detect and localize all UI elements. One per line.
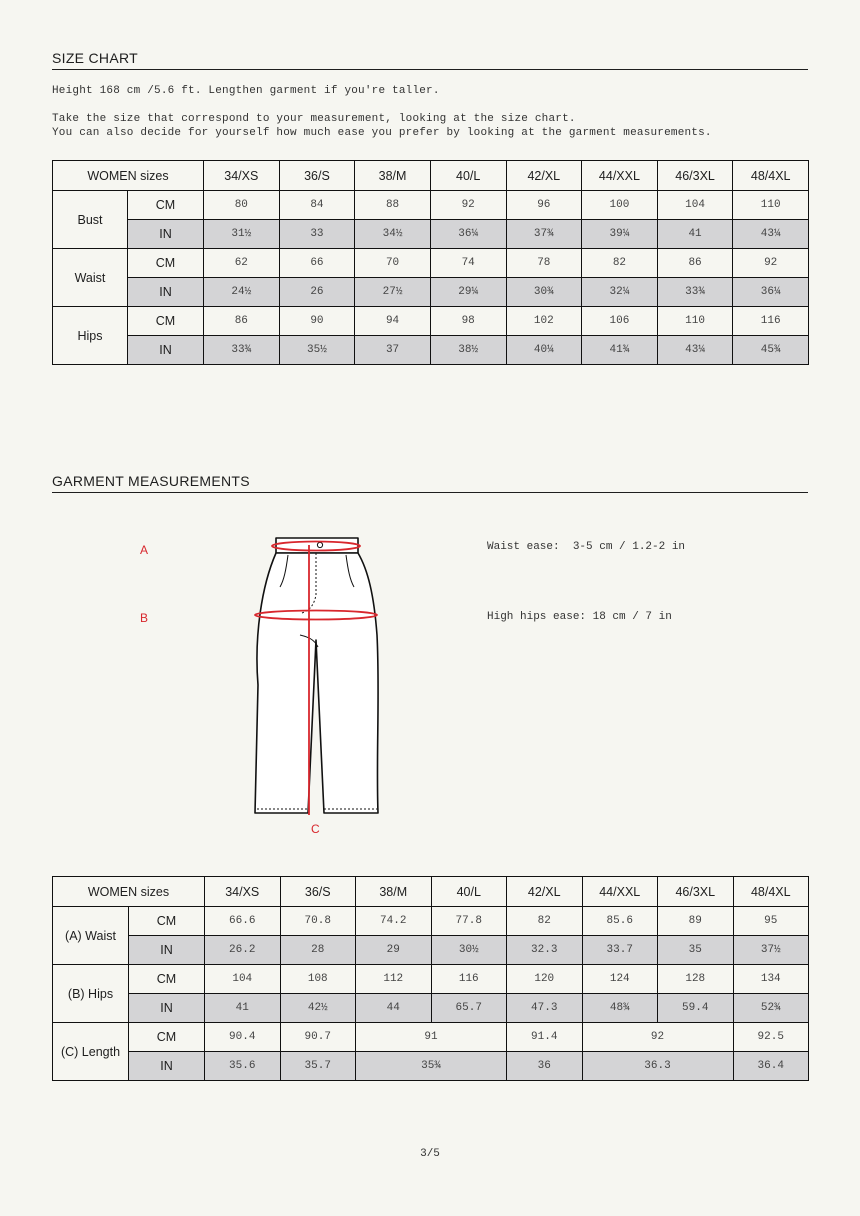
- in-label: IN: [129, 936, 205, 965]
- waist-in-cell: 36¼: [733, 278, 809, 307]
- garment-waist-cm-cell: 70.8: [280, 907, 356, 936]
- garment-hips-cm-cell: 134: [733, 965, 809, 994]
- bust-in-cell: 33: [279, 220, 355, 249]
- waist-cm-cell: 82: [582, 249, 658, 278]
- hips-cm-cell: 106: [582, 307, 658, 336]
- height-note: Height 168 cm /5.6 ft. Lengthen garment if you're taller.: [52, 85, 440, 97]
- garment-waist-in-cell: 29: [356, 936, 432, 965]
- page-number: 3/5: [420, 1148, 440, 1160]
- size-col: 38/M: [356, 877, 432, 907]
- waist-cm-cell: 74: [430, 249, 506, 278]
- size-col: 36/S: [280, 877, 356, 907]
- hips-label: Hips: [53, 307, 128, 365]
- bust-cm-cell: 110: [733, 191, 809, 220]
- waist-ease-note: Waist ease: 3-5 cm / 1.2-2 in: [487, 541, 686, 553]
- garment-hips-in-cell: 47.3: [507, 994, 583, 1023]
- hips-cm-cell: 98: [430, 307, 506, 336]
- bust-cm-cell: 96: [506, 191, 582, 220]
- garment-waist-cm-cell: 82: [507, 907, 583, 936]
- garment-length-cm-cell: 90.4: [205, 1023, 281, 1052]
- measure-label-b: B: [140, 611, 149, 625]
- garment-hips-cm-cell: 112: [356, 965, 432, 994]
- hips-in-cell: 33¾: [204, 336, 280, 365]
- bust-in-cell: 37¾: [506, 220, 582, 249]
- bust-cm-cell: 104: [657, 191, 733, 220]
- bust-label: Bust: [53, 191, 128, 249]
- garment-length-cm-cell: 91: [356, 1023, 507, 1052]
- hips-cm-cell: 102: [506, 307, 582, 336]
- garment-waist-in-cell: 26.2: [205, 936, 281, 965]
- waist-cm-cell: 70: [355, 249, 431, 278]
- garment-waist-in-cell: 30½: [431, 936, 507, 965]
- measure-label-c: C: [311, 822, 320, 836]
- hips-in-cell: 37: [355, 336, 431, 365]
- trousers-illustration: [240, 525, 400, 825]
- garment-waist-in-cell: 35: [658, 936, 734, 965]
- garment-hips-in-cell: 52¾: [733, 994, 809, 1023]
- bust-in-cell: 31½: [204, 220, 280, 249]
- garment-waist-cm-cell: 85.6: [582, 907, 658, 936]
- garment-length-cm-cell: 90.7: [280, 1023, 356, 1052]
- size-col: 42/XL: [507, 877, 583, 907]
- ease-instruction: You can also decide for yourself how much ease you prefer by looking at the garment measurements.: [52, 127, 712, 139]
- garment-hips-label: (B) Hips: [53, 965, 129, 1023]
- hips-cm-cell: 110: [657, 307, 733, 336]
- bust-cm-cell: 84: [279, 191, 355, 220]
- waist-label: Waist: [53, 249, 128, 307]
- garment-waist-cm-cell: 77.8: [431, 907, 507, 936]
- garment-hips-cm-cell: 124: [582, 965, 658, 994]
- bust-in-cell: 36¼: [430, 220, 506, 249]
- hips-in-cell: 43¼: [657, 336, 733, 365]
- garment-hips-in-cell: 48¾: [582, 994, 658, 1023]
- garment-hips-in-cell: 41: [205, 994, 281, 1023]
- hips-in-cell: 35½: [279, 336, 355, 365]
- garment-hips-cm-cell: 128: [658, 965, 734, 994]
- waist-in-cell: 26: [279, 278, 355, 307]
- size-col: 46/3XL: [657, 161, 733, 191]
- garment-measurements-title: GARMENT MEASUREMENTS: [52, 473, 808, 493]
- waist-cm-cell: 62: [204, 249, 280, 278]
- in-label: IN: [128, 220, 204, 249]
- hips-ease-note: High hips ease: 18 cm / 7 in: [487, 611, 672, 623]
- waist-cm-cell: 92: [733, 249, 809, 278]
- cm-label: CM: [129, 1023, 205, 1052]
- hips-in-cell: 40¼: [506, 336, 582, 365]
- hips-in-cell: 45¾: [733, 336, 809, 365]
- size-col: 48/4XL: [733, 161, 809, 191]
- size-col: 34/XS: [204, 161, 280, 191]
- measure-label-a: A: [140, 543, 149, 557]
- size-col: 40/L: [431, 877, 507, 907]
- bust-in-cell: 41: [657, 220, 733, 249]
- garment-waist-cm-cell: 95: [733, 907, 809, 936]
- bust-in-cell: 34½: [355, 220, 431, 249]
- hips-cm-cell: 86: [204, 307, 280, 336]
- garment-length-in-cell: 36: [507, 1052, 583, 1081]
- hips-in-cell: 38½: [430, 336, 506, 365]
- hips-cm-cell: 116: [733, 307, 809, 336]
- cm-label: CM: [129, 907, 205, 936]
- cm-label: CM: [128, 307, 204, 336]
- size-col: 44/XXL: [582, 877, 658, 907]
- garment-hips-in-cell: 65.7: [431, 994, 507, 1023]
- garment-hips-cm-cell: 104: [205, 965, 281, 994]
- garment-hips-cm-cell: 120: [507, 965, 583, 994]
- garment-waist-cm-cell: 74.2: [356, 907, 432, 936]
- garment-length-in-cell: 35¾: [356, 1052, 507, 1081]
- garment-waist-in-cell: 28: [280, 936, 356, 965]
- waist-in-cell: 29¼: [430, 278, 506, 307]
- hips-cm-cell: 90: [279, 307, 355, 336]
- size-header: WOMEN sizes: [53, 877, 205, 907]
- waist-cm-cell: 66: [279, 249, 355, 278]
- size-instruction: Take the size that correspond to your measurement, looking at the size chart.: [52, 113, 576, 125]
- size-col: 34/XS: [205, 877, 281, 907]
- garment-length-cm-cell: 92.5: [733, 1023, 809, 1052]
- in-label: IN: [129, 994, 205, 1023]
- waist-in-cell: 30¾: [506, 278, 582, 307]
- garment-length-in-cell: 36.3: [582, 1052, 733, 1081]
- in-label: IN: [129, 1052, 205, 1081]
- bust-cm-cell: 88: [355, 191, 431, 220]
- in-label: IN: [128, 336, 204, 365]
- hips-cm-cell: 94: [355, 307, 431, 336]
- bust-cm-cell: 100: [582, 191, 658, 220]
- garment-waist-cm-cell: 89: [658, 907, 734, 936]
- size-col: 42/XL: [506, 161, 582, 191]
- size-col: 46/3XL: [658, 877, 734, 907]
- garment-measurements-table: [52, 876, 809, 1081]
- size-col: 40/L: [430, 161, 506, 191]
- garment-length-cm-cell: 91.4: [507, 1023, 583, 1052]
- waist-in-cell: 33¾: [657, 278, 733, 307]
- garment-length-cm-cell: 92: [582, 1023, 733, 1052]
- garment-length-in-cell: 35.6: [205, 1052, 281, 1081]
- cm-label: CM: [129, 965, 205, 994]
- garment-waist-label: (A) Waist: [53, 907, 129, 965]
- size-col: 36/S: [279, 161, 355, 191]
- waist-cm-cell: 86: [657, 249, 733, 278]
- garment-hips-in-cell: 42½: [280, 994, 356, 1023]
- cm-label: CM: [128, 191, 204, 220]
- size-chart-table: [52, 160, 809, 365]
- garment-waist-in-cell: 32.3: [507, 936, 583, 965]
- waist-in-cell: 27½: [355, 278, 431, 307]
- size-header: WOMEN sizes: [53, 161, 204, 191]
- size-col: 38/M: [355, 161, 431, 191]
- garment-hips-in-cell: 59.4: [658, 994, 734, 1023]
- size-col: 44/XXL: [582, 161, 658, 191]
- garment-hips-in-cell: 44: [356, 994, 432, 1023]
- garment-hips-cm-cell: 108: [280, 965, 356, 994]
- waist-in-cell: 32¼: [582, 278, 658, 307]
- waist-in-cell: 24½: [204, 278, 280, 307]
- bust-in-cell: 39¼: [582, 220, 658, 249]
- bust-in-cell: 43¼: [733, 220, 809, 249]
- hips-in-cell: 41¾: [582, 336, 658, 365]
- size-col: 48/4XL: [733, 877, 809, 907]
- garment-length-label: (C) Length: [53, 1023, 129, 1081]
- bust-cm-cell: 92: [430, 191, 506, 220]
- size-chart-title: SIZE CHART: [52, 50, 808, 70]
- waist-cm-cell: 78: [506, 249, 582, 278]
- in-label: IN: [128, 278, 204, 307]
- cm-label: CM: [128, 249, 204, 278]
- bust-cm-cell: 80: [204, 191, 280, 220]
- garment-length-in-cell: 36.4: [733, 1052, 809, 1081]
- garment-waist-in-cell: 37½: [733, 936, 809, 965]
- garment-waist-in-cell: 33.7: [582, 936, 658, 965]
- garment-length-in-cell: 35.7: [280, 1052, 356, 1081]
- garment-waist-cm-cell: 66.6: [205, 907, 281, 936]
- garment-hips-cm-cell: 116: [431, 965, 507, 994]
